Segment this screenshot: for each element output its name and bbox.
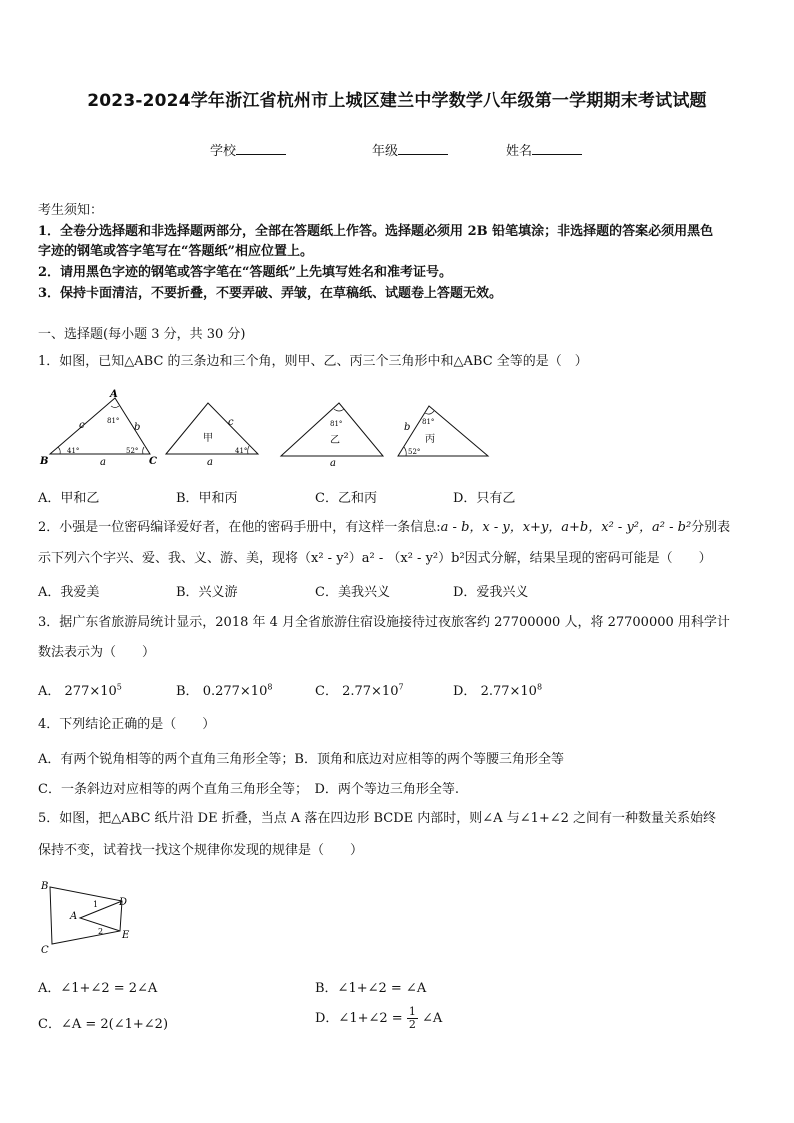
label-C: C [149,456,157,467]
grade-field [372,140,448,159]
q4-options-ab[interactable]: A．有两个锐角相等的两个直角三角形全等；B．顶角和底边对应相等的两个等腰三角形全等 [38,752,564,767]
q5-d-denominator: 2 [408,1018,416,1031]
school-label: 学校 [210,144,237,159]
q3-c-label: C． [315,684,338,699]
q1-option-b[interactable]: B．甲和丙 [176,491,238,506]
q2-option-b[interactable]: B．兴义游 [176,585,238,600]
notice-line-2: 2．请用黑色字迹的钢笔或答字笔在“答题纸”上先填写姓名和准考证号。 [38,265,453,280]
notice-line-1a: 1．全卷分选择题和非选择题两部分，全部在答题纸上作答。选择题必须用 2B 铅笔填涂；非选择题的答案必须用黑色 [38,224,714,239]
q3-a-exp: 5 [116,682,122,692]
q2-line-1-text: 2．小强是一位密码编译爱好者，在他的密码手册中，有这样一条信息: [38,520,441,535]
q2-expressions: a - b，x - y，x+y，a+b，x² - y²，a² - b² [440,520,692,535]
q2-line-1 [38,518,758,538]
fig-label-c: C [41,945,49,956]
q3-line-2: 数法表示为（ ） [38,645,156,660]
q3-a-base: 277×10 [64,684,117,699]
fig-angle-2: 2 [98,927,104,936]
q2-line-2: 示下列六个字兴、爱、我、义、游、美，现将（x² - y²）a² - （x² - y²）b²因式分解，结果呈现的密码可能是（ ） [38,551,712,566]
notice-line-3: 3．保持卡面清洁，不要折叠，不要弄破、弄皱，在草稿纸、试题卷上答题无效。 [38,286,503,301]
label-a: a [100,457,106,468]
jia-side-c: c [228,417,234,428]
q3-c-exp: 7 [398,682,404,692]
q5-figure [36,874,146,960]
yi-angle-arc [334,409,344,411]
label-B: B [40,456,49,467]
q3-d-label: D． [453,684,477,699]
q5-line-1: 5．如图，把△ABC 纸片沿 DE 折叠，当点 A 落在四边形 BCDE 内部时，则∠A 与∠1+∠2 之间有一种数量关系始终 [38,811,717,826]
fig-label-d: D [119,897,128,908]
q5-option-d[interactable] [315,1006,442,1031]
grade-blank [398,142,448,155]
q3-option-b[interactable] [176,680,272,699]
q1-option-d[interactable]: D．只有乙 [453,491,516,506]
yi-side-a: a [330,458,336,469]
label-A: A [110,389,118,400]
angle-arc-b [58,447,60,454]
q5-option-a[interactable]: A．∠1+∠2 = 2∠A [38,981,158,996]
q4-stem: 4．下列结论正确的是（ ） [38,717,216,732]
bing-side-b: b [404,422,411,433]
angle-c-value: 52° [126,447,139,455]
name-label: 姓名 [506,144,533,159]
jia-angle: 41° [235,447,248,455]
bing-name: 丙 [425,434,435,445]
q5-line-2: 保持不变，试着找一找这个规律你发现的规律是（ ） [38,843,364,858]
q5-d-fraction [407,1006,418,1031]
q1-stem: 1．如图，已知△ABC 的三条边和三个角，则甲、乙、丙三个三角形中和△ABC 全等的是（ ） [38,354,588,369]
bing-angle-arc-left [404,447,406,456]
page-title: 2023-2024学年浙江省杭州市上城区建兰中学数学八年级第一学期期末考试试题 [87,91,707,111]
fig-label-a: A [70,911,78,922]
angle-arc-a [111,406,119,408]
q2-option-a[interactable]: A．我爱美 [38,585,100,600]
label-c: c [79,420,85,431]
q3-option-a[interactable] [38,680,122,699]
yi-angle: 81° [330,420,343,428]
jia-side-a: a [207,457,213,468]
angle-b-value: 41° [67,447,80,455]
bing-angle-arc-top [425,411,434,414]
bing-angle-top: 81° [422,418,435,426]
q5-option-c[interactable]: C．∠A = 2(∠1+∠2) [38,1017,169,1032]
jia-name: 甲 [203,433,213,444]
q3-line-1: 3．据广东省旅游局统计显示，2018 年 4 月全省旅游住宿设施接待过夜旅客约 27700000 人，将 27700000 用科学计 [38,615,730,630]
q5-d-prefix: D．∠1+∠2 = [315,1011,403,1026]
fig-label-e: E [122,930,130,941]
name-field [506,140,582,159]
angle-arc-c [143,447,144,454]
q1-figure [36,386,496,472]
school-blank [236,142,286,155]
notice-heading: 考生须知： [38,203,104,218]
q3-option-d[interactable] [453,680,542,699]
name-blank [532,142,582,155]
q1-option-a[interactable]: A．甲和乙 [38,491,100,506]
q4-options-cd[interactable]: C．一条斜边对应相等的两个直角三角形全等； D．两个等边三角形全等. [38,782,460,797]
school-field [210,140,286,159]
q3-d-base: 2.77×10 [480,684,537,699]
grade-label: 年级 [372,144,399,159]
q3-b-label: B． [176,684,199,699]
q2-option-d[interactable]: D．爱我兴义 [453,585,529,600]
jia-angle-arc [248,446,249,454]
q2-line-1-tail: 分别表 [691,520,731,535]
q3-option-c[interactable] [315,680,404,699]
q3-a-label: A． [38,684,61,699]
q5-d-numerator: 1 [408,1005,416,1018]
q3-c-base: 2.77×10 [342,684,399,699]
fig-label-b: B [41,881,49,892]
fig-angle-1: 1 [93,900,99,909]
bing-angle-left: 52° [408,448,421,456]
q2-option-c[interactable]: C．美我兴义 [315,585,390,600]
angle-a-value: 81° [107,417,120,425]
q3-d-exp: 8 [536,682,543,692]
q5-option-b[interactable]: B．∠1+∠2 = ∠A [315,981,427,996]
triangle-yi [281,403,383,456]
q5-d-suffix: ∠A [421,1011,443,1026]
q3-b-base: 0.277×10 [202,684,268,699]
q1-option-c[interactable]: C．乙和丙 [315,491,377,506]
notice-line-1b: 字迹的钢笔或答字笔写在“答题纸”相应位置上。 [38,244,313,259]
label-b: b [134,422,141,433]
q3-b-exp: 8 [267,682,273,692]
section-heading: 一、选择题(每小题 3 分，共 30 分) [38,327,246,342]
yi-name: 乙 [330,435,340,446]
